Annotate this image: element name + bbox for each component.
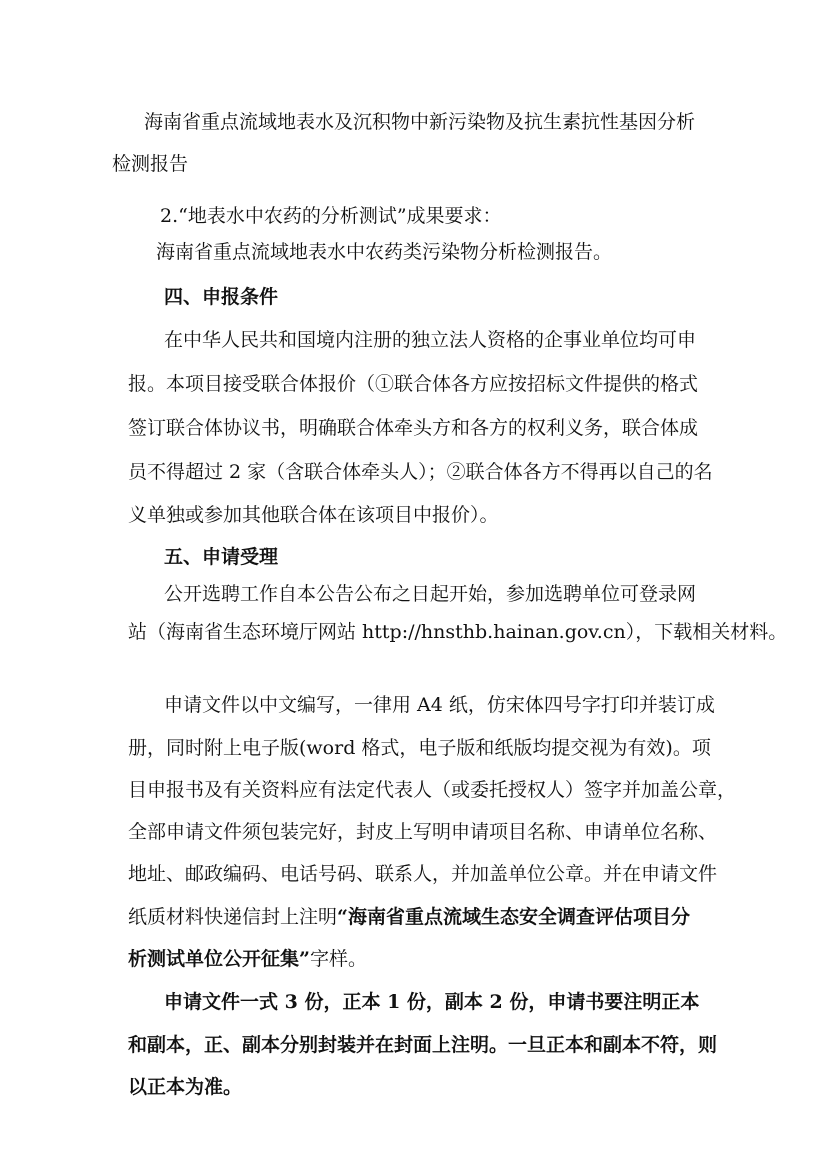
paragraph-line: 检测报告 [112,153,189,175]
paragraph-line: 地址、邮政编码、电话号码、联系人，并加盖单位公章。并在申请文件 [128,863,718,885]
paragraph-line: 海南省重点流域地表水及沉积物中新污染物及抗生素抗性基因分析 [144,111,696,133]
plain-text: 字样。 [309,948,367,970]
paragraph-line: 申请文件以中文编写，一律用 A4 纸，仿宋体四号字打印并装订成 [164,694,715,716]
plain-text: 纸质材料快递信封上注明 [128,906,338,928]
paragraph-line: 海南省重点流域地表水中农药类污染物分析检测报告。 [156,241,613,263]
paragraph-line: 目申报书及有关资料应有法定代表人（或委托授权人）签字并加盖公章， [128,779,737,801]
paragraph-line: 义单独或参加其他联合体在该项目中报价）。 [128,504,499,526]
section-heading: 五、申请受理 [164,546,279,568]
paragraph-line [128,905,690,929]
paragraph-line: 报。本项目接受联合体报价（①联合体各方应按招标文件提供的格式 [128,373,699,395]
paragraph-line: 公开选聘工作自本公告公布之日起开始，参加选聘单位可登录网 [164,583,697,605]
paragraph-line: 在中华人民共和国境内注册的独立法人资格的企事业单位均可申 [164,329,697,351]
paragraph-line: 签订联合体协议书，明确联合体牵头方和各方的权利义务，联合体成 [128,417,699,439]
paragraph-line: 站（海南省生态环境厅网站 http://hnsthb.hainan.gov.cn），下载相关材料。 [128,621,788,643]
bold-paragraph-line: 以正本为准。 [128,1076,243,1098]
paragraph-line [128,947,367,971]
bold-paragraph-line: 和副本，正、副本分别封装并在封面上注明。一旦正本和副本不符，则 [128,1034,718,1056]
paragraph-line: 册，同时附上电子版(word 格式，电子版和纸版均提交视为有效)。项 [128,737,711,759]
paragraph-line: 全部申请文件须包装完好，封皮上写明申请项目名称、申请单位名称、 [128,821,718,843]
paragraph-line: 员不得超过 2 家（含联合体牵头人）；②联合体各方不得再以自己的名 [128,461,713,483]
subsection-heading: 2.“地表水中农药的分析测试”成果要求： [160,205,502,227]
bold-text: “海南省重点流域生态安全调查评估项目分 [337,906,690,928]
section-heading: 四、申报条件 [164,286,279,308]
bold-paragraph-line: 申请文件一式 3 份，正本 1 份，副本 2 份，申请书要注明正本 [164,991,700,1013]
bold-text: 析测试单位公开征集” [128,948,310,970]
